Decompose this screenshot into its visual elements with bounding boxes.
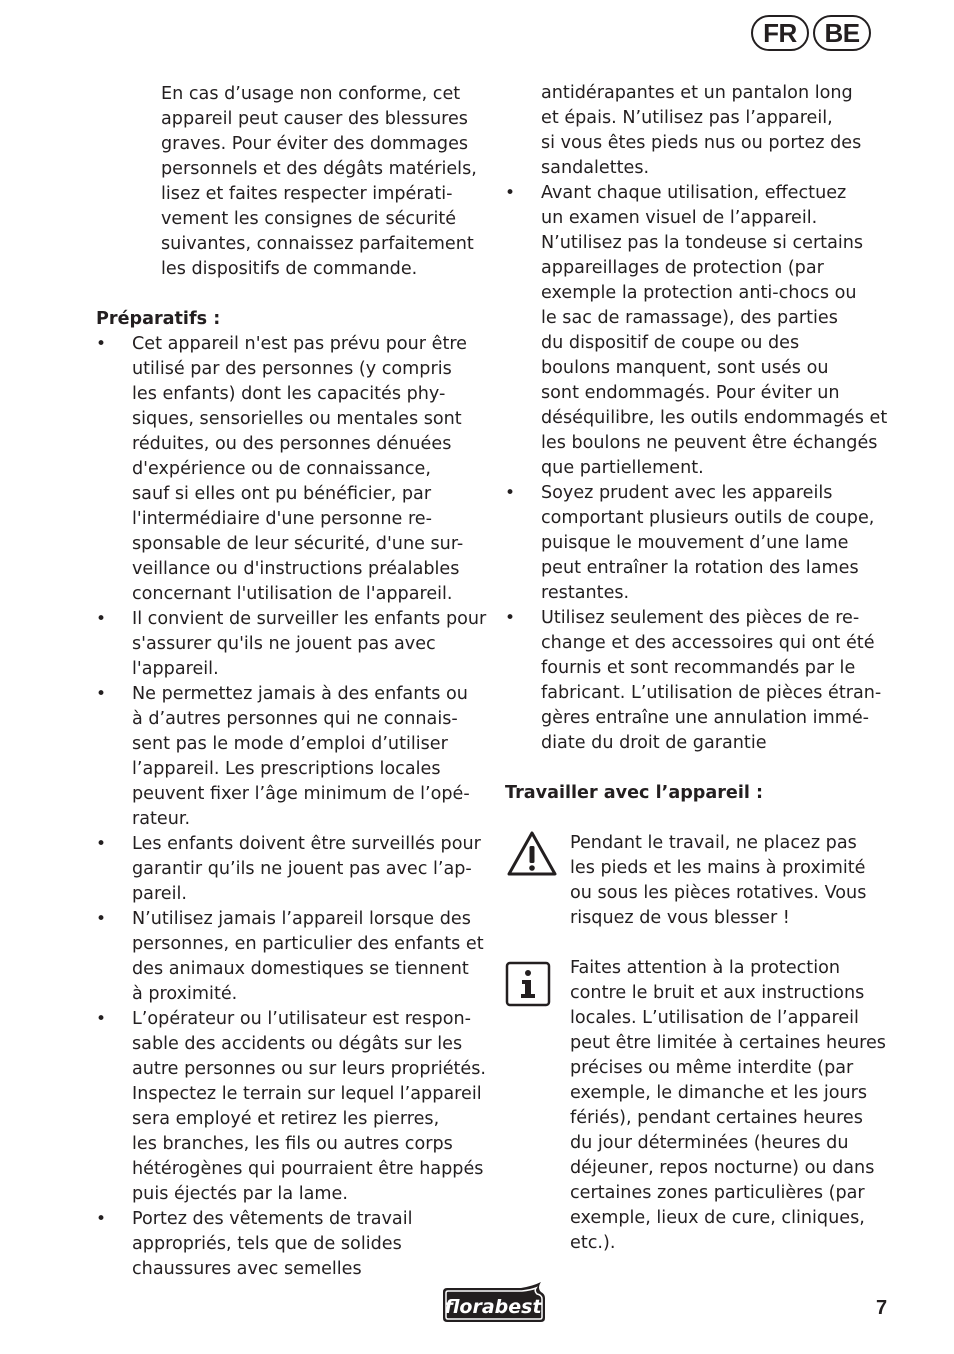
text-line: l'intermédiaire d'une personne re- — [132, 509, 432, 529]
text-line: appareillages de protection (par — [541, 258, 824, 278]
text-line: Il convient de surveiller les enfants pour — [132, 609, 487, 629]
bullet-item — [505, 606, 900, 756]
text-line: autre personnes ou sur leurs propriétés. — [132, 1059, 487, 1079]
text-line: et épais. N’utilisez pas l’appareil, — [541, 108, 833, 128]
text-line: fériés), pendant certaines heures — [570, 1108, 863, 1128]
text-line: chaussures avec semelles — [132, 1259, 362, 1279]
text-line: Les enfants doivent être surveillés pour — [132, 834, 481, 854]
text-line: puisque le mouvement d’une lame — [541, 533, 849, 553]
bullet-dot-icon: • — [96, 1009, 107, 1029]
bullet-item — [96, 607, 491, 682]
text-line: déséquilibre, les outils endommagés et — [541, 408, 888, 428]
bullet-dot-icon: • — [505, 608, 516, 628]
text-line: change et des accessoires qui ont été — [541, 633, 875, 653]
text-line: les enfants) dont les capacités phy- — [132, 384, 446, 404]
bullet-dot-icon: • — [96, 609, 107, 629]
text-line: sauf si elles ont pu bénéficier, par — [132, 484, 432, 504]
text-line: gères entraîne une annulation immé- — [541, 708, 870, 728]
bullet-text — [132, 832, 491, 907]
text-line: réduites, ou des personnes dénuées — [132, 434, 452, 454]
language-badge-be: BE — [813, 15, 871, 51]
text-line: sera employé et retirez les pierres, — [132, 1109, 440, 1129]
warning-notice-text — [570, 831, 900, 931]
text-line: appropriés, tels que de solides — [132, 1234, 402, 1254]
text-line: veillance ou d'instructions préalables — [132, 559, 460, 579]
text-line: à d’autres personnes qui ne connais- — [132, 709, 458, 729]
text-line: N’utilisez pas la tondeuse si certains — [541, 233, 864, 253]
text-line: exemple, lieux de cure, cliniques, — [570, 1208, 865, 1228]
logo-text: florabest — [444, 1296, 542, 1318]
text-line: fabricant. L’utilisation de pièces étran- — [541, 683, 882, 703]
text-line: Avant chaque utilisation, effectuez — [541, 183, 847, 203]
text-line: exemple la protection anti-chocs ou — [541, 283, 857, 303]
section-heading-preparatifs: Préparatifs : — [96, 309, 221, 329]
text-line: du dispositif de coupe ou des — [541, 333, 800, 353]
text-line: Soyez prudent avec les appareils — [541, 483, 833, 503]
language-badges — [751, 15, 871, 51]
florabest-logo — [437, 1282, 549, 1330]
text-line: ou sous les pièces rotatives. Vous — [570, 883, 867, 903]
text-line: Utilisez seulement des pièces de re- — [541, 608, 860, 628]
intro-paragraph — [96, 82, 491, 282]
text-line: peuvent fixer l’âge minimum de l’opé- — [132, 784, 470, 804]
bullet-text — [541, 481, 900, 606]
text-line: rateur. — [132, 809, 191, 829]
text-line: lisez et faites respecter impérati- — [161, 184, 453, 204]
text-line: peut être limitée à certaines heures — [570, 1033, 886, 1053]
text-line: siques, sensorielles ou mentales sont — [132, 409, 462, 429]
text-line: d'expérience ou de connaissance, — [132, 459, 431, 479]
text-line: diate du droit de garantie — [541, 733, 767, 753]
text-line: Inspectez le terrain sur lequel l’appareil — [132, 1084, 482, 1104]
bullet-item — [96, 1207, 491, 1282]
text-line: antidérapantes et un pantalon long — [541, 83, 853, 103]
bullet-text — [132, 682, 491, 832]
text-line: concernant l'utilisation de l'appareil. — [132, 584, 453, 604]
info-icon — [505, 961, 551, 1007]
text-line: Cet appareil n'est pas prévu pour être — [132, 334, 468, 354]
text-line: contre le bruit et aux instructions — [570, 983, 865, 1003]
text-line: graves. Pour éviter des dommages — [161, 134, 469, 154]
bullet-item — [96, 832, 491, 907]
text-line: appareil peut causer des blessures — [161, 109, 468, 129]
text-line: utilisé par des personnes (y compris — [132, 359, 452, 379]
text-line: suivantes, connaissez parfaitement — [161, 234, 474, 254]
bullet-item — [96, 907, 491, 1007]
text-line: locales. L’utilisation de l’appareil — [570, 1008, 859, 1028]
warning-notice — [505, 831, 900, 931]
text-line: certaines zones particulières (par — [570, 1183, 865, 1203]
right-column — [505, 81, 900, 1256]
language-badge-fr: FR — [751, 15, 809, 51]
text-line: personnes, en particulier des enfants et — [132, 934, 484, 954]
text-line: précises ou même interdite (par — [570, 1058, 854, 1078]
text-line: risquez de vous blesser ! — [570, 908, 790, 928]
text-line: boulons manquent, sont usés ou — [541, 358, 829, 378]
bullet-item — [96, 332, 491, 607]
text-line: comportant plusieurs outils de coupe, — [541, 508, 875, 528]
text-line: sable des accidents ou dégâts sur les — [132, 1034, 463, 1054]
text-line: hétérogènes qui pourraient être happés — [132, 1159, 484, 1179]
text-line: Portez des vêtements de travail — [132, 1209, 413, 1229]
text-line: Faites attention à la protection — [570, 958, 841, 978]
text-line: les branches, les fils ou autres corps — [132, 1134, 453, 1154]
text-line: les boulons ne peuvent être échangés — [541, 433, 878, 453]
bullet-dot-icon: • — [96, 1209, 107, 1229]
warning-triangle-icon — [505, 829, 559, 879]
text-line: exemple, le dimanche et les jours — [570, 1083, 868, 1103]
info-notice-text — [570, 956, 900, 1256]
text-line: sent pas le mode d’emploi d’utiliser — [132, 734, 448, 754]
bullet-item — [505, 481, 900, 606]
text-line: des animaux domestiques se tiennent — [132, 959, 469, 979]
text-line: à proximité. — [132, 984, 238, 1004]
text-line: les pieds et les mains à proximité — [570, 858, 866, 878]
bullet-text — [132, 607, 491, 682]
text-line: si vous êtes pieds nus ou portez des — [541, 133, 862, 153]
text-line: peut entraîner la rotation des lames — [541, 558, 859, 578]
section-heading-travailler: Travailler avec l’appareil : — [505, 783, 764, 803]
bullet-dot-icon: • — [96, 834, 107, 854]
bullet-dot-icon: • — [505, 483, 516, 503]
bullet-dot-icon: • — [96, 334, 107, 354]
text-line: Pendant le travail, ne placez pas — [570, 833, 857, 853]
bullet-text — [132, 907, 491, 1007]
left-column — [96, 82, 491, 1282]
text-line: les dispositifs de commande. — [161, 259, 418, 279]
text-line: pareil. — [132, 884, 187, 904]
text-line: un examen visuel de l’appareil. — [541, 208, 818, 228]
text-line: du jour déterminées (heures du — [570, 1133, 849, 1153]
text-line: personnels et des dégâts matériels, — [161, 159, 477, 179]
bullet-text — [132, 1207, 491, 1282]
text-line: L’opérateur ou l’utilisateur est respon- — [132, 1009, 471, 1029]
text-line: En cas d’usage non conforme, cet — [161, 84, 461, 104]
bullet-item — [96, 1007, 491, 1207]
text-line: puis éjectés par la lame. — [132, 1184, 348, 1204]
text-line: sont endommagés. Pour éviter un — [541, 383, 840, 403]
bullet-text — [541, 181, 900, 481]
text-line: N’utilisez jamais l’appareil lorsque des — [132, 909, 471, 929]
continuation-paragraph — [505, 81, 900, 181]
text-line: le sac de ramassage), des parties — [541, 308, 838, 328]
text-line: l’appareil. Les prescriptions locales — [132, 759, 441, 779]
text-line: déjeuner, repos nocturne) ou dans — [570, 1158, 875, 1178]
text-line: restantes. — [541, 583, 630, 603]
bullet-list-preparatifs — [96, 332, 491, 1282]
text-line: sandalettes. — [541, 158, 650, 178]
bullet-list-continued — [505, 181, 900, 756]
bullet-dot-icon: • — [96, 909, 107, 929]
info-notice — [505, 956, 900, 1256]
text-line: Ne permettez jamais à des enfants ou — [132, 684, 468, 704]
text-line: s'assurer qu'ils ne jouent pas avec — [132, 634, 436, 654]
text-line: garantir qu’ils ne jouent pas avec l’ap- — [132, 859, 472, 879]
text-line: que partiellement. — [541, 458, 704, 478]
text-line: sponsable de leur sécurité, d'une sur- — [132, 534, 464, 554]
bullet-item — [505, 181, 900, 481]
bullet-text — [132, 332, 491, 607]
bullet-item — [96, 682, 491, 832]
text-line: vement les consignes de sécurité — [161, 209, 457, 229]
text-line: etc.). — [570, 1233, 616, 1253]
page-number: 7 — [876, 1297, 888, 1319]
bullet-text — [541, 606, 900, 756]
bullet-dot-icon: • — [505, 183, 516, 203]
bullet-text — [132, 1007, 491, 1207]
text-line: fournis et sont recommandés par le — [541, 658, 856, 678]
bullet-dot-icon: • — [96, 684, 107, 704]
text-line: l'appareil. — [132, 659, 219, 679]
